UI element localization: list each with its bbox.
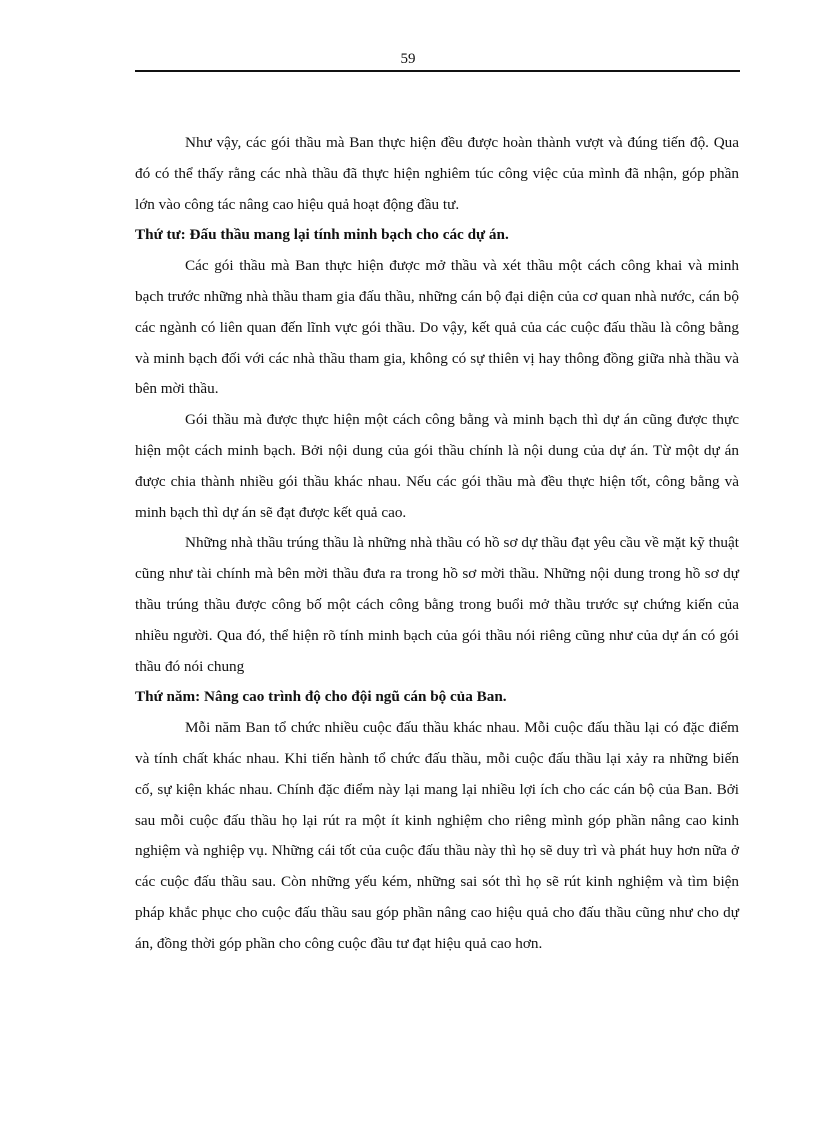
header-divider [135, 70, 740, 72]
section-heading-5: Thứ năm: Nâng cao trình độ cho đội ngũ cán bộ của Ban. [135, 688, 507, 706]
paragraph-1: Như vậy, các gói thầu mà Ban thực hiện đều được hoàn thành vượt và đúng tiến độ. Qua đó có thể thấy rằng các nhà thầu đã thực hiện nghiêm túc công việc của mình đã nhận, góp phần lớn vào công tác nâng cao hiệu quả hoạt động đầu tư. [135, 134, 739, 213]
paragraph-4: Những nhà thầu trúng thầu là những nhà thầu có hồ sơ dự thầu đạt yêu cầu về mặt kỹ thuật cũng như tài chính mà bên mời thầu đưa ra trong hồ sơ mời thầu. Những nội dung trong hồ sơ dự thầu trúng thầu được công bố một cách công bằng trong buổi mở thầu trước sự chứng kiến của nhiều người. Qua đó, thể hiện rõ tính minh bạch của gói thầu nói riêng cũng như của dự án có gói thầu đó nói chung [135, 534, 739, 675]
document-body [135, 128, 739, 960]
paragraph-5: Mỗi năm Ban tổ chức nhiều cuộc đấu thầu khác nhau. Mỗi cuộc đấu thầu lại có đặc điểm và tính chất khác nhau. Khi tiến hành tổ chức đấu thầu, mỗi cuộc đấu thầu lại xảy ra những biến cố, sự kiện khác nhau. Chính đặc điểm này lại mang lại nhiều lợi ích cho các cán bộ của Ban. Bởi sau mỗi cuộc đấu thầu họ lại rút ra một ít kinh nghiệm cho riêng mình góp phần nâng cao kinh nghiệm và nghiệp vụ. Những cái tốt của cuộc đấu thầu này thì họ sẽ duy trì và phát huy hơn nữa ở các cuộc đấu thầu sau. Còn những yếu kém, những sai sót thì họ sẽ rút kinh nghiệm và tìm biện pháp khắc phục cho cuộc đấu thầu sau góp phần nâng cao hiệu quả cho đấu thầu cũng như cho dự án, đồng thời góp phần cho công cuộc đầu tư đạt hiệu quả cao hơn. [135, 719, 739, 952]
page-number: 59 [400, 51, 416, 67]
paragraph-3: Gói thầu mà được thực hiện một cách công bằng và minh bạch thì dự án cũng được thực hiện một cách minh bạch. Bởi nội dung của gói thầu chính là nội dung của dự án. Từ một dự án được chia thành nhiều gói thầu khác nhau. Nếu các gói thầu mà đều thực hiện tốt, công bằng và minh bạch thì dự án sẽ đạt được kết quả cao. [135, 411, 739, 521]
section-heading-4: Thứ tư: Đấu thầu mang lại tính minh bạch cho các dự án. [135, 226, 509, 244]
paragraph-2: Các gói thầu mà Ban thực hiện được mở thầu và xét thầu một cách công khai và minh bạch trước những nhà thầu tham gia đấu thầu, những cán bộ đại diện của cơ quan nhà nước, cán bộ các ngành có liên quan đến lĩnh vực gói thầu. Do vậy, kết quả của các cuộc đấu thầu là công bằng và minh bạch đối với các nhà thầu tham gia, không có sự thiên vị hay thông đồng giữa nhà thầu và bên mời thầu. [135, 257, 739, 398]
